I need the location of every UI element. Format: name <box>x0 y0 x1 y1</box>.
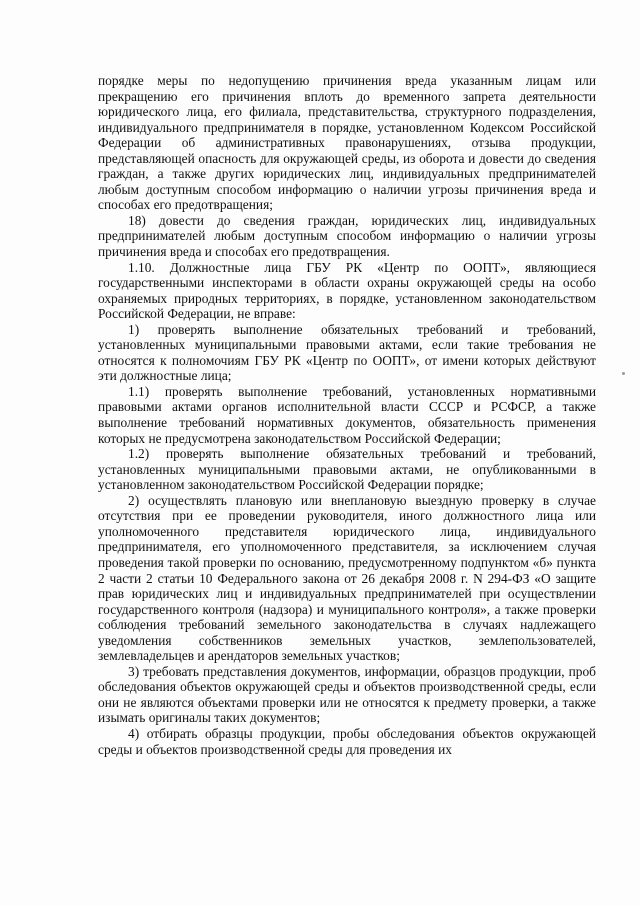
paragraph-item-4: 4) отбирать образцы продукции, пробы обследования объектов окружающей среды и объектов производственной среды для проведения их <box>98 725 596 757</box>
paragraph-item-1: 1) проверять выполнение обязательных требований и требований, установленных муниципальными правовыми актами, если такие требования не относятся к полномочиям ГБУ РК «Центр по ООПТ», от имени которых действуют эти должностные лица; <box>98 321 596 384</box>
paragraph-item-1-1: 1.1) проверять выполнение требований, установленных нормативными правовыми актами органов исполнительной власти СССР и РСФСР, а также выполнение требований нормативных документов, обязательность применения которых не предусмотрена законодательством Российской Федерации; <box>98 383 596 446</box>
paragraph-section-1-10: 1.10. Должностные лица ГБУ РК «Центр по ООПТ», являющиеся государственными инспекторами в области охраны окружающей среды на особо охраняемых природных территориях, в порядке, установленном законодательством Российской Федерации, не вправе: <box>98 259 596 322</box>
scan-artifact <box>622 372 625 375</box>
paragraph-item-1-2: 1.2) проверять выполнение обязательных требований и требований, установленных муниципальными правовыми актами, не опубликованными в установленном законодательством Российской Федерации порядке; <box>98 446 596 493</box>
paragraph-item-3: 3) требовать представления документов, информации, образцов продукции, проб обследования объектов окружающей среды и объектов производственной среды, если они не являются объектами проверки или не относятся к предмету проверки, а также изымать оригиналы таких документов; <box>98 663 596 726</box>
document-body <box>98 73 596 757</box>
paragraph-item-18: 18) довести до сведения граждан, юридических лиц, индивидуальных предпринимателей любым доступным способом информацию о наличии угрозы причинения вреда и способах его предотвращения. <box>98 212 596 260</box>
paragraph-continuation: порядке меры по недопущению причинения вреда указанным лицам или прекращению его причинения вплоть до временного запрета деятельности юридического лица, его филиала, представительства, структурного подразделения, индивидуального предпринимателя в порядке, установленном Кодексом Российской Федерации об административных правонарушениях, отзыва продукции, представляющей опасность для окружающей среды, из оборота и довести до сведения граждан, а также других юридических лиц, индивидуальных предпринимателей любым доступным способом информацию о наличии угрозы причинения вреда и способах его предотвращения; <box>98 73 596 213</box>
paragraph-item-2: 2) осуществлять плановую или внеплановую выездную проверку в случае отсутствия при ее проведении руководителя, иного должностного лица или уполномоченного представителя юридического лица, индивидуального предпринимателя, его уполномоченного представителя, за исключением случая проведения такой проверки по основанию, предусмотренному подпунктом «б» пункта 2 части 2 статьи 10 Федерального закона от 26 декабря 2008 г. N 294-ФЗ «О защите прав юридических лиц и индивидуальных предпринимателей при осуществлении государственного контроля (надзора) и муниципального контроля», а также проверки соблюдения требований земельного законодательства в случаях надлежащего уведомления собственников земельных участков, землепользователей, землевладельцев и арендаторов земельных участков; <box>98 492 596 664</box>
